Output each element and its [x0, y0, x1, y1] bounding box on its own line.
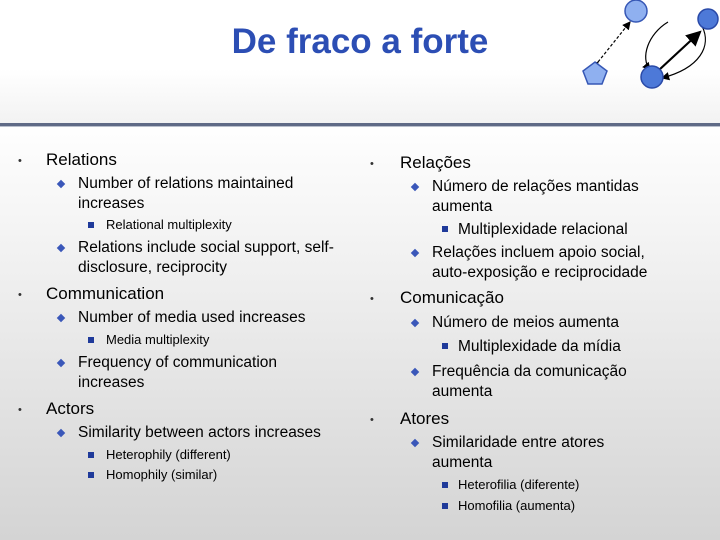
list-item: Media multiplexity — [88, 331, 209, 349]
network-node — [583, 62, 607, 84]
title-divider-shadow — [0, 126, 720, 127]
bullet-square-icon — [88, 472, 94, 478]
list-item: Heterophily (different) — [88, 446, 231, 464]
bullet-square-icon — [442, 482, 448, 488]
network-node — [698, 9, 718, 29]
list-item: Heterofilia (diferente) — [442, 476, 579, 494]
list-item: Frequency of communication increases — [58, 353, 277, 393]
list-item: • Atores — [382, 408, 449, 429]
bullet-square-icon — [442, 343, 448, 349]
bullet-square-icon — [88, 222, 94, 228]
list-item: Homophily (similar) — [88, 466, 217, 484]
weak-tie-link — [598, 22, 630, 62]
bullet-dot-icon: • — [18, 289, 22, 301]
bullet-dot-icon: • — [18, 404, 22, 416]
list-item: Relational multiplexity — [88, 216, 232, 234]
list-item: Similaridade entre atores aumenta — [412, 433, 604, 473]
list-item: • Relations — [28, 149, 117, 170]
list-item: Relations include social support, self- disclosure, reciprocity — [58, 238, 334, 278]
bullet-square-icon — [88, 337, 94, 343]
bullet-square-icon — [442, 503, 448, 509]
bullet-dot-icon: • — [370, 414, 374, 426]
list-item: Número de meios aumenta — [412, 313, 619, 333]
strong-tie-link — [659, 32, 700, 70]
list-item: • Communication — [28, 283, 164, 304]
strong-tie-link — [646, 22, 668, 70]
slide-title: De fraco a forte — [231, 22, 489, 61]
list-item: Homofilia (aumenta) — [442, 497, 575, 515]
list-item: • Relações — [382, 152, 471, 173]
list-item: Relações incluem apoio social, auto-exposição e reciprocidade — [412, 243, 647, 283]
network-diagram-icon — [570, 0, 720, 125]
network-node — [641, 66, 663, 88]
list-item: Number of relations maintained increases — [58, 174, 293, 214]
list-item: Number of media used increases — [58, 308, 305, 328]
bullet-square-icon — [88, 452, 94, 458]
bullet-dot-icon: • — [370, 158, 374, 170]
list-item: Número de relações mantidas aumenta — [412, 177, 639, 217]
list-item: Multiplexidade da mídia — [442, 337, 621, 357]
bullet-square-icon — [442, 226, 448, 232]
bullet-dot-icon: • — [370, 293, 374, 305]
list-item: Frequência da comunicação aumenta — [412, 362, 627, 402]
list-item: • Comunicação — [382, 287, 504, 308]
bullet-dot-icon: • — [18, 155, 22, 167]
list-item: Similarity between actors increases — [58, 423, 321, 443]
list-item: Multiplexidade relacional — [442, 220, 628, 240]
network-node — [625, 0, 647, 22]
list-item: • Actors — [28, 398, 94, 419]
